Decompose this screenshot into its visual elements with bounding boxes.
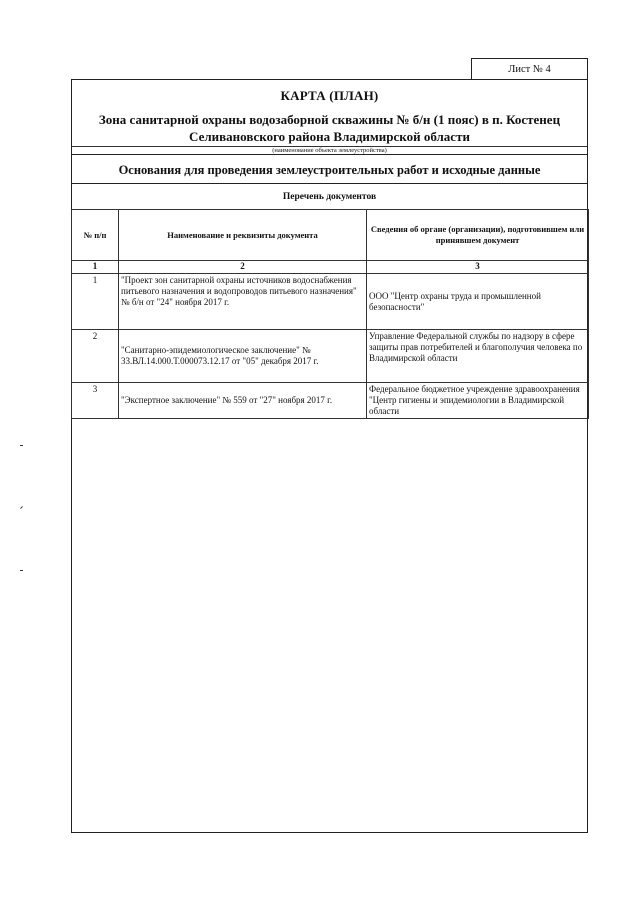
divider bbox=[72, 183, 587, 184]
organization-cell: Федеральное бюджетное учреждение здравоохранения "Центр гигиены и эпидемиологии в Владимирской области bbox=[367, 383, 589, 419]
scan-mark bbox=[20, 506, 23, 509]
document-cell: "Проект зон санитарной охраны источников водоснабжения питьевого назначения и водопроводов питьевого назначения" № б/н от "24" ноября 2017 г. bbox=[119, 274, 367, 330]
document-cell: "Экспертное заключение" № 559 от "27" ноября 2017 г. bbox=[119, 383, 367, 419]
row-number: 3 bbox=[72, 383, 119, 419]
table-header-row bbox=[72, 210, 589, 261]
divider bbox=[72, 154, 587, 155]
map-plan-frame bbox=[71, 79, 588, 833]
sheet-number-label: Лист № 4 bbox=[471, 58, 588, 80]
table-row bbox=[72, 330, 589, 383]
column-number: 2 bbox=[119, 261, 367, 274]
header-organization: Сведения об органе (организации), подготовившем или принявшем документ bbox=[367, 210, 589, 261]
organization-cell: ООО "Центр охраны труда и промышленной безопасности" bbox=[367, 274, 589, 330]
column-number: 3 bbox=[367, 261, 589, 274]
row-number: 1 bbox=[72, 274, 119, 330]
object-name-caption: (наименование объекта землеустройства) bbox=[272, 147, 387, 154]
header-document: Наименование и реквизиты документа bbox=[119, 210, 367, 261]
section-title: Основания для проведения землеустроительных работ и исходные данные bbox=[118, 163, 541, 177]
row-number: 2 bbox=[72, 330, 119, 383]
scan-mark bbox=[20, 570, 23, 571]
document-title: КАРТА (ПЛАН) bbox=[280, 88, 379, 103]
table-row bbox=[72, 383, 589, 419]
table-row bbox=[72, 274, 589, 330]
documents-table bbox=[71, 209, 589, 419]
document-cell: "Санитарно-эпидемиологическое заключение" № 33.ВЛ.14.000.Т.000073.12.17 от "05" декабря 2017 г. bbox=[119, 330, 367, 383]
column-number: 1 bbox=[72, 261, 119, 274]
organization-cell: Управление Федеральной службы по надзору в сфере защиты прав потребителей и благополучия человека по Владимирской области bbox=[367, 330, 589, 383]
header-number: № п/п bbox=[72, 210, 119, 261]
scan-mark bbox=[20, 445, 23, 446]
documents-list-title: Перечень документов bbox=[282, 192, 377, 202]
object-name: Зона санитарной охраны водозаборной скважины № б/н (1 пояс) в п. Костенец Селивановского района Владимирской области bbox=[98, 112, 561, 144]
column-numbers-row bbox=[72, 261, 589, 274]
